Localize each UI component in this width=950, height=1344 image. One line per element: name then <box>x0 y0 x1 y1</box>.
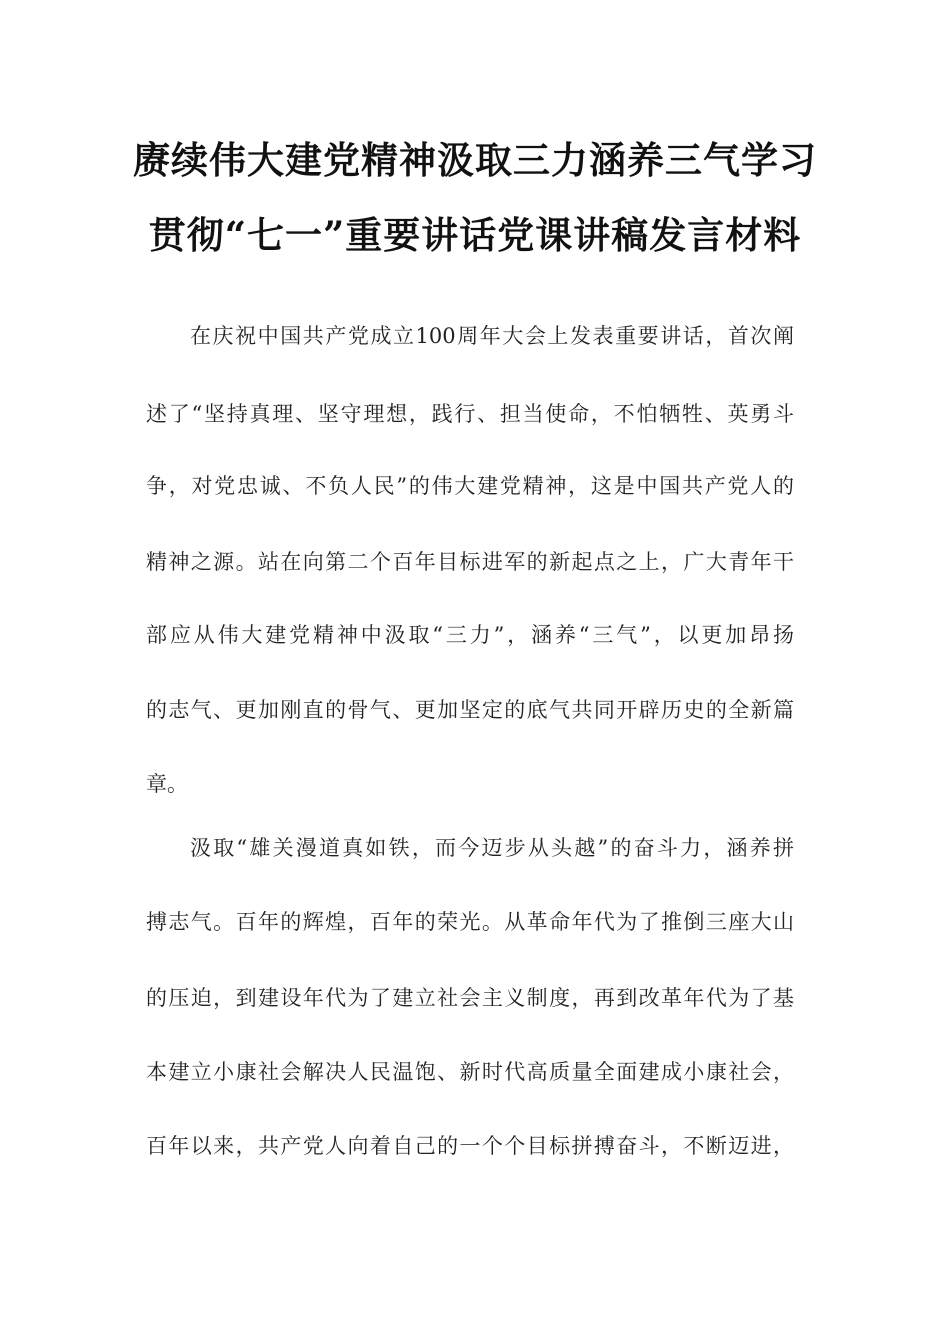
paragraph-2-line-5: 百年以来，共产党人向着自己的一个个目标拼搏奋斗，不断迈进， <box>146 1134 794 1158</box>
paragraph-1-line-5: 部应从伟大建党精神中汲取“三力”，涵养“三气”，以更加昂扬 <box>146 623 794 647</box>
document-title-line-2: 贯彻“七一”重要讲话党课讲稿发言材料 <box>148 213 802 257</box>
paragraph-2-line-3: 的压迫，到建设年代为了建立社会主义制度，再到改革年代为了基 <box>146 986 794 1010</box>
paragraph-1-line-3: 争，对党忠诚、不负人民”的伟大建党精神，这是中国共产党人的 <box>146 474 794 498</box>
paragraph-2-line-2: 搏志气。百年的辉煌，百年的荣光。从革命年代为了推倒三座大山 <box>146 910 794 934</box>
paragraph-1-line-4: 精神之源。站在向第二个百年目标进军的新起点之上，广大青年干 <box>146 550 794 574</box>
document-title-line-1: 赓续伟大建党精神汲取三力涵养三气学习 <box>133 138 817 182</box>
paragraph-1-line-1: 在庆祝中国共产党成立100周年大会上发表重要讲话，首次阐 <box>190 324 794 348</box>
paragraph-1-line-2: 述了“坚持真理、坚守理想，践行、担当使命，不怕牺牲、英勇斗 <box>146 402 794 426</box>
paragraph-1-line-6: 的志气、更加刚直的骨气、更加坚定的底气共同开辟历史的全新篇 <box>146 698 794 722</box>
paragraph-2-line-1: 汲取“雄关漫道真如铁，而今迈步从头越”的奋斗力，涵养拼 <box>190 836 794 860</box>
paragraph-1-line-7: 章。 <box>146 772 188 796</box>
paragraph-2-line-4: 本建立小康社会解决人民温饱、新时代高质量全面建成小康社会， <box>146 1060 794 1084</box>
